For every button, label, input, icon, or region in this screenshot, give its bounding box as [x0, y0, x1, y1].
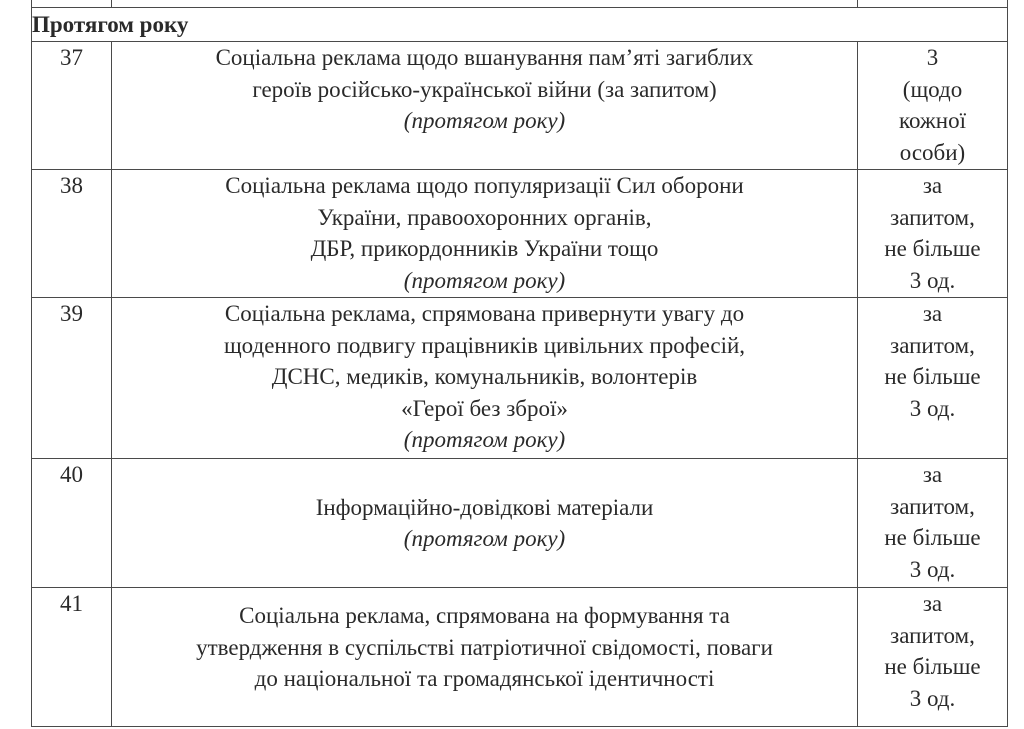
row-number: 39: [32, 298, 112, 459]
table-row: [32, 459, 1008, 588]
quantity-line: за: [922, 462, 943, 487]
quantity-line: запитом,: [890, 622, 975, 648]
quantity-line: 3 од.: [909, 685, 956, 711]
table-row: [32, 588, 1008, 727]
row-number: 38: [32, 170, 112, 298]
quantity-line: за: [922, 591, 943, 616]
row-description: [112, 588, 858, 727]
description-line: героїв російсько-української війни (за запитом): [252, 76, 717, 102]
quantity-line: запитом,: [890, 204, 975, 230]
row-quantity: [858, 170, 1008, 298]
row-description: [112, 298, 858, 459]
previous-row-remnant: [32, 0, 1008, 8]
quantity-line: особи): [899, 139, 966, 165]
period-note: (протягом року): [403, 427, 566, 452]
section-header-row: [32, 8, 1008, 42]
row-description: [112, 170, 858, 298]
description-line: Соціальна реклама, спрямована на формування та: [239, 603, 730, 628]
table-row: [32, 298, 1008, 459]
quantity-line: не більше: [884, 364, 981, 389]
row-description: [112, 459, 858, 588]
description-line: щоденного подвигу працівників цивільних професій,: [223, 332, 746, 358]
description-line: України, правоохоронних органів,: [317, 204, 652, 230]
quantity-line: запитом,: [890, 493, 975, 519]
quantity-line: за: [922, 173, 943, 198]
description-line: ДБР, прикордонників України тощо: [310, 236, 659, 261]
quantity-line: 3: [926, 45, 939, 70]
quantity-line: (щодо: [902, 76, 963, 102]
quantity-line: 3 од.: [909, 556, 956, 582]
period-note: (протягом року): [403, 267, 566, 293]
description-line: Соціальна реклама, спрямована привернути увагу до: [224, 301, 745, 326]
row-quantity: [858, 459, 1008, 588]
quantity-line: кожної: [898, 108, 967, 133]
description-line: Соціальна реклама щодо популяризації Сил оборони: [225, 173, 744, 198]
events-table: [31, 0, 1008, 727]
row-number: 40: [32, 459, 112, 588]
quantity-line: не більше: [884, 654, 981, 679]
period-note: (протягом року): [403, 108, 566, 133]
description-line: до національної та громадянської ідентичності: [254, 666, 715, 691]
section-title: Протягом року: [32, 8, 1008, 42]
description-line: Інформаційно-довідкові матеріали: [315, 494, 654, 520]
row-quantity: [858, 42, 1008, 170]
quantity-line: 3 од.: [909, 395, 956, 421]
description-line: Соціальна реклама щодо вшанування пам’яті загиблих: [215, 45, 754, 70]
quantity-line: 3 од.: [909, 267, 956, 293]
description-line: ДСНС, медиків, комунальників, волонтерів: [271, 364, 698, 389]
row-number: 37: [32, 42, 112, 170]
quantity-line: не більше: [884, 236, 981, 261]
row-description: [112, 42, 858, 170]
quantity-line: запитом,: [890, 332, 975, 358]
table-row: [32, 170, 1008, 298]
row-number: 41: [32, 588, 112, 727]
table-row: [32, 42, 1008, 170]
quantity-line: не більше: [884, 525, 981, 550]
description-line: утвердження в суспільстві патріотичної свідомості, поваги: [196, 634, 773, 660]
period-note: (протягом року): [403, 526, 566, 551]
description-line: «Герої без зброї»: [401, 395, 568, 421]
quantity-line: за: [922, 301, 943, 326]
row-quantity: [858, 588, 1008, 727]
row-quantity: [858, 298, 1008, 459]
